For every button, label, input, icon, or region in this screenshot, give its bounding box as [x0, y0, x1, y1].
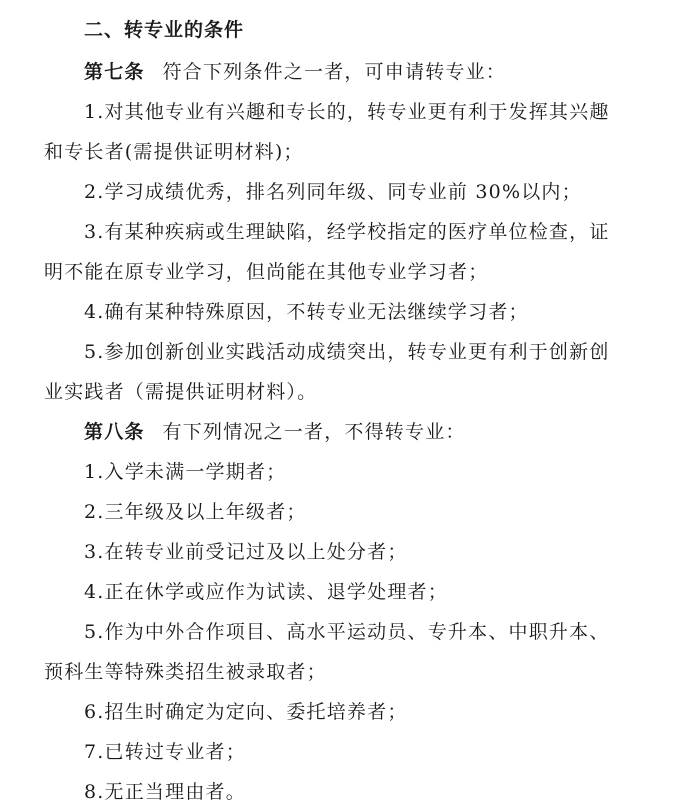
- article-7-item-1-line-2: 和专长者(需提供证明材料)；: [44, 141, 304, 163]
- article-8-item-1: 1.入学未满一学期者；: [84, 461, 287, 483]
- article-8-item-3: 3.在转专业前受记过及以上处分者；: [84, 541, 408, 563]
- article-7-item-3-line-2: 明不能在原专业学习，但尚能在其他专业学习者；: [44, 261, 489, 283]
- article-7-number: 第七条: [84, 61, 145, 83]
- article-7-item-1-line-1: 1.对其他专业有兴趣和专长的，转专业更有利于发挥其兴趣: [84, 101, 610, 123]
- article-8-item-4: 4.正在休学或应作为试读、退学处理者；: [84, 581, 448, 603]
- article-8-item-5-line-2: 预科生等特殊类招生被录取者；: [44, 661, 327, 683]
- article-7-intro: 符合下列条件之一者，可申请转专业：: [162, 61, 507, 83]
- article-7-title: [84, 60, 506, 84]
- section-heading: 二、转专业的条件: [84, 19, 245, 41]
- article-8-item-8: 8.无正当理由者。: [84, 781, 246, 803]
- article-8-title: [84, 420, 466, 444]
- article-8-item-5-line-1: 5.作为中外合作项目、高水平运动员、专升本、中职升本、: [84, 621, 610, 643]
- article-7-item-5-line-2: 业实践者（需提供证明材料）。: [44, 381, 318, 403]
- article-8-number: 第八条: [84, 421, 145, 443]
- article-7-item-5-line-1: 5.参加创新创业实践活动成绩突出，转专业更有利于创新创: [84, 341, 610, 363]
- article-7-item-2: 2.学习成绩优秀，排名列同年级、同专业前 30%以内；: [84, 181, 582, 203]
- article-7-item-3-line-1: 3.有某种疾病或生理缺陷，经学校指定的医疗单位检查，证: [84, 221, 610, 243]
- article-8-item-6: 6.招生时确定为定向、委托培养者；: [84, 701, 408, 723]
- article-8-item-7: 7.已转过专业者；: [84, 741, 246, 763]
- article-8-item-2: 2.三年级及以上年级者；: [84, 501, 307, 523]
- article-7-item-4: 4.确有某种特殊原因，不转专业无法继续学习者；: [84, 301, 529, 323]
- article-8-intro: 有下列情况之一者，不得转专业：: [162, 421, 466, 443]
